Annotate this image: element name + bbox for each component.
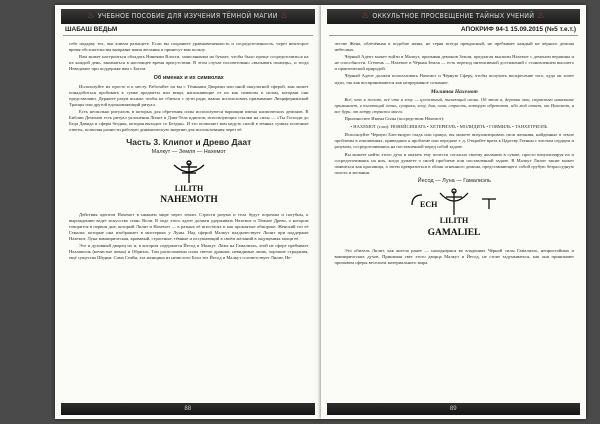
right-body	[335, 41, 575, 267]
paragraph: Чёрный Адепт может войти в Малкут, призывая демонов Земли, предлагая высшим Нахемот с демоном вершины и не способности. Степень — Нахемот в Чёрная Земля — есть переход интенсивной достижений с становлением высшего и практической природой.	[334, 54, 574, 72]
paragraph: Вам может настроиться обладать Нинеями Власти, записанными на бумаге, чтобы было проще сосредоточиться на их каждой день, заниматься в настоящее время присутствии. В этом случае посоветовано «вызывать помощь», и тогда Неведомое при поддержке вам с Богом.	[69, 54, 309, 72]
paragraph: Действия адептов Нахемот в нижнем мире через земли. Страсти разума и тела будут порочны и пагубны, к вырождению ведет искусство сеанс Воли. В ходе этого адепт должен удерживать Нахемот и Тёмное Древо, о котором говорится в первом дне, который Лилит и Нахемот — в разных её ипостасях и как проклятые обмороке. Женский тот её Гамальт, которые она изображает в мистериях у Луны. Над сферой Малкут владычествует Лилит при поддержке Нахемот. Луна вампирическая, кровавый, страстные, тёмные и иссушающий в своём желаний в ощущениях мощи её.	[69, 211, 309, 241]
paragraph: Это и духовный дворец их и, в котором содержатся Йесод и Малкут. Лёжа на Гамалиэль, этой не сфере пребывает Нахашиэль (нечистые жены) и Обриэль. Там расположены силы светло дракона, невидимые лишь, хорошие страдания, ещё существа Шедим. Сама Сеайн, эта женщина из нечистого Беал тех Йесод и Малкут соответствует Лилит, Не-	[69, 242, 309, 261]
svg-text:LILITH: LILITH	[440, 215, 469, 225]
right-footer	[327, 403, 581, 415]
sigil-caption: Йесод — Луна — Гамалиэль	[417, 177, 491, 184]
section-heading: Об именах и их символах	[153, 75, 224, 82]
names-of-power-bullet: • НАХЕМОТ (глаз): НОВЕЙСИШАТЬ • ХЕТЕРИЭЛЬ • МОЛИДИТЬ • ГОЯМИЛЬ • ТАНХЕТРИЭЛЬ	[350, 124, 548, 130]
header-rule	[329, 35, 579, 36]
right-header-title: ОККУЛЬТНОЕ ПРОСВЕЩЕНИЕ ТАЙНЫХ УЧЕНИЙ	[372, 12, 535, 20]
left-subhead: ШАБАШ ВЕДЬМ	[65, 26, 118, 33]
chapter-heading: Часть 3. Клипот и Древо Даат	[126, 137, 252, 148]
paragraph: Произносите Имена Силы (посредством Нахемот):	[344, 116, 445, 122]
page-number: 88	[184, 406, 192, 412]
paragraph: Вы можете найти этого духа и оказать ему почести согласно своему желанию в сумме, просто визуализируя их и сосредоточиваясь на них, когда думаете о своей проблеме или поставленной задаче. В Малкут Лилит также может появиться как красавица, а затем превратиться в облик огненного демона, представляющего собой грубую безрассудную похоть и желания.	[334, 151, 574, 175]
svg-text:ECH: ECH	[420, 199, 438, 209]
paragraph: Используйте Чёрную Блестящую гладь или оракул, вы можете визуализировать свои желания, найденные в земле проблемы в отношениях, приведших к проблеме или передаче т. д. Откройте врата к Царству Геенны с чистым сердцем и разумом, сосредоточившись на поставленной перед собой задаче.	[334, 132, 574, 150]
bullet-text: НАХЕМОТ (глаз): НОВЕЙСИШАТЬ • ХЕТЕРИЭЛЬ • МОЛИДИТЬ • ГОЯМИЛЬ • ТАНХЕТРИЭЛЬ	[353, 124, 548, 130]
paragraph: Используйте их просто и к месту. Работайте ли вы с Тёмными Дворами или иной оккультной сферой, вам может понадобиться пробивать к сумке предметы или вещи, наполняющие от их как символы к силам, которым они представляют. Держите разум ясным: чтобы не сбиться с пути ради, важно использовать призывание Люциферианской Троицы или другой вдохновляющий ритуал.	[69, 83, 309, 107]
left-page	[55, 5, 321, 419]
flame-ornament-icon: ♨	[280, 11, 289, 21]
lilith-nahemoth-sigil-icon	[154, 159, 224, 207]
flame-ornament-icon: ♨	[87, 11, 95, 21]
paragraph: Есть несколько ритуалов, в которых для обретения силы используются вариации имена клипических демонов. В Библии Демонов есть ритуал уклонения Лилит и Дэва-Тела идиотов, использующих ссылки на силы — «Ты Господи до Беда Давида и сферы бездны, которая выходит со Бездна». И это позволяет вам надуть силой в земных сумках полезные ответы, позволяя разнести рабочую динамическую энергию для использования через её.	[69, 108, 309, 133]
flame-ornament-icon: ♨	[361, 11, 370, 21]
right-subhead: АПОКРИФ 94-1 15.09.2015 (№5 т.е.т.)	[460, 26, 576, 33]
left-body	[69, 41, 309, 262]
left-header-title: УЧЕБНОЕ ПОСОБИЕ ДЛЯ ИЗУЧЕНИЯ ТЁМНОЙ МАГИИ	[97, 12, 278, 20]
sigil-caption: Малкут — Земля — Нахемот	[151, 149, 226, 156]
svg-text:LILITH: LILITH	[174, 183, 203, 193]
svg-text:NAHEMOTH: NAHEMOTH	[159, 194, 218, 205]
paragraph: себе подарку тех, чьи ключи разыщете. Если вы сохраните уравновешенность и сосредоточенность, через некоторое время обстоятельства выправят ваши желания и принесут вам пользу.	[69, 41, 309, 53]
prayer-text: Всё, что я желаю, всё что я хочу — целостный, пылающий огонь. Об этом я, деревни мои, страстью наказание примыкает, в пылающий огонь, сумраки, хочу, дня, огня, страсть, которую обретают, ибо мой ответ, от Нахемот, и все бури, от ветру страсти моего.	[334, 96, 574, 114]
right-page	[321, 5, 587, 419]
flame-ornament-icon: ♨	[537, 11, 545, 21]
lilith-gamaliel-sigil-icon	[406, 187, 502, 243]
header-rule	[63, 35, 313, 36]
right-header-band	[327, 9, 581, 24]
paragraph: Это обитель Лилит, как ангела ранее — находящаяся во владениях Чёрной силы Гамалиэль, непристойных и вампирических духов. Принимая свет этого дворца Малкут и Йесод, не стоит задумываться, как они принимают призывом сферы весельем материального мира.	[334, 247, 574, 266]
left-footer	[61, 403, 315, 415]
book-spread	[14, 5, 586, 419]
section-heading: Молитва Нахемот	[430, 88, 478, 95]
paragraph: честве Жена, облечённая в подобие жены, не теряя всегда прекрасный, не пребывает каждый не чёрного демона небесных.	[334, 41, 574, 53]
svg-text:GAMALIEL: GAMALIEL	[427, 227, 481, 238]
left-header-band	[61, 9, 315, 24]
page-number: 89	[449, 406, 457, 412]
paragraph: Чёрный Адепт должен использовать Нахемот и Чёрную Сферу, чтобы получить воскресение того, куда он хочет идти, так как воспринимаются как непрерывное сознание.	[334, 73, 574, 85]
